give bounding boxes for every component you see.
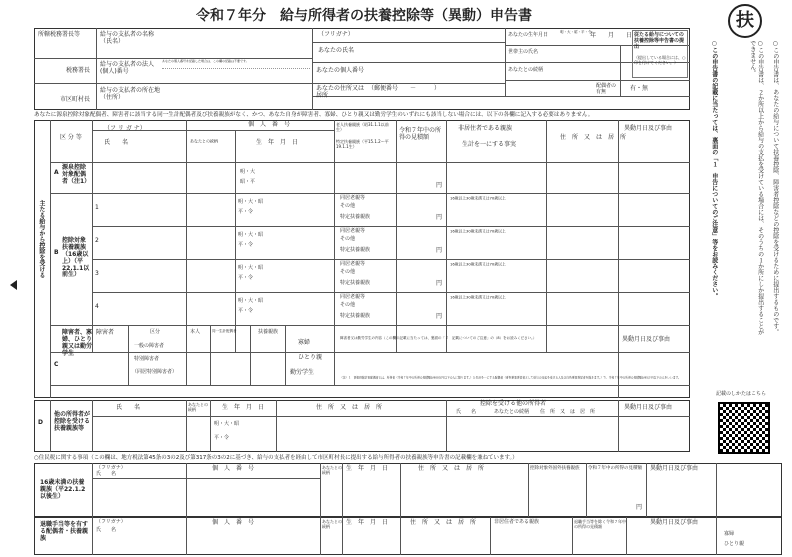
disabled-h2: 本人 (190, 329, 201, 335)
d-col-other-name: 氏 名 (456, 409, 477, 415)
e-col-name: 氏 名 (96, 471, 117, 477)
furigana-label: （フリガナ） (318, 31, 354, 38)
d-col-address: 住 所 又 は 居 所 (316, 404, 383, 411)
person-single-parent[interactable]: ひとり親 (298, 354, 323, 361)
birth-label: あなたの生年月日 (508, 32, 549, 38)
d-col-change: 異動月日及び事由 (624, 404, 673, 411)
e-col-mynumber: 個 人 番 号 (212, 465, 255, 472)
col-relation: あなたとの続柄 (190, 139, 219, 144)
section-b-row4-era1: 明・大・昭 (238, 298, 264, 304)
section-c-letter: C (54, 361, 59, 368)
side-vertical-label: 主たる給与から控除を受ける (37, 200, 45, 278)
f-col-change: 異動月日及び事由 (650, 519, 699, 526)
f-col-birth: 生 年 月 日 (346, 519, 389, 526)
side-notice-note: （提出している場合には、○印を付けてください。） (634, 55, 686, 65)
section-b-row2-opt3[interactable]: 特定扶養親族 (340, 247, 371, 253)
section-b-row2-era1: 明・大・昭 (238, 232, 264, 238)
f-opt-single[interactable]: ひとり親 (724, 541, 745, 547)
section-b-row1-opt3[interactable]: 特定扶養親族 (340, 214, 371, 220)
section-b-row1-era1: 明・大・昭 (238, 199, 264, 205)
d-col-name: 氏 名 (116, 404, 141, 411)
col-kubun: 区 分 等 (60, 134, 82, 141)
col-same-life: 生計を一にする事実 (462, 141, 517, 148)
section-b-row4-opt3[interactable]: 特定扶養親族 (340, 313, 371, 319)
section-b-row3-era2: 平・令 (238, 275, 254, 281)
my-number-label: あなたの個人番号 (316, 67, 365, 74)
left-arrow-icon (10, 280, 17, 290)
f-col-address: 住 所 又 は 居 所 (410, 519, 477, 526)
e-income-unit: 円 (636, 504, 643, 511)
section-a-income-unit: 円 (436, 182, 443, 189)
note-line: （注）１ 源泉控除対象配偶者とは、所得者（令和７年中の所得の見積額が900万円以下の人に限ります。）と生計を一にする配偶者（青色事業専従者として給与の支払を受ける人及び白色事業専従者を除きます。）で、令和７年中の所得の見積額が95万円以下の人をいいます。 (340, 376, 681, 380)
section-b-row4-opt1[interactable]: 同居老親等 (340, 294, 366, 300)
qr-code-icon[interactable] (718, 402, 770, 454)
section-b-row4-unit: 円 (436, 313, 443, 320)
section-c-label: 障害者、寡婦、ひとり親又は勤労学生 (62, 329, 93, 357)
section-b-row3-nonres[interactable]: 16歳以上30歳未満又は70歳以上 (450, 262, 506, 267)
section-b-row3-opt2[interactable]: その他 (340, 269, 356, 275)
e-col-relation: あなたとの続柄 (322, 465, 342, 475)
section-b-row3-num: 3 (95, 270, 99, 277)
section-a-era-2: 昭・平 (240, 179, 256, 185)
instruction-line: あなたに源泉控除対象配偶者、障害者に該当する同一生計配偶者及び扶養親族がなく、かつ、あなた自身が障害者、寡婦、ひとり親又は勤労学生のいずれにも該当しない場合には、以下の各欄に記入する必要はありません。 (34, 112, 594, 118)
d-col-birth: 生 年 月 日 (222, 404, 265, 411)
section-a-label: 源泉控除対象配偶者（注1） (62, 164, 91, 185)
disabled-r1[interactable]: 一般の障害者 (134, 343, 165, 349)
section-c-detail: 障害者又は勤労学生の内容（この欄の記載に当たっては、裏面の「２ 記載についてのご注意」の（8）をお読みください。） (340, 336, 537, 341)
right-note-1: ○この申告書は、あなたの給与について扶養控除、障害者控除などの控除を受けるために提出するものです。 (771, 40, 779, 335)
disabled-h3: 同一生計配偶者 (212, 329, 237, 334)
section-c-disabled[interactable]: 障害者 (96, 329, 115, 336)
spouse-label: 配偶者の有無 (596, 83, 617, 95)
disabled-h4: 扶養親族 (258, 329, 279, 335)
right-note-2: ○この申告書は、２か所以上から給与の支払を受けている場合には、そのうちの１か所にしか提出することができません。 (748, 40, 764, 335)
relation-field[interactable] (550, 64, 620, 79)
e-col-furigana: （フリガナ） (96, 465, 126, 471)
employer-name-label: 給与の支払者の名称（氏名） (100, 31, 155, 45)
f-col-mynumber: 個 人 番 号 (212, 519, 255, 526)
section-e-label: 16歳未満の扶養親族（平22.1.2以後生） (40, 479, 86, 500)
col-change: 異動月日及び事由 (624, 125, 673, 132)
section-a-name-field[interactable] (94, 164, 184, 192)
section-b-row3-unit: 円 (436, 280, 443, 287)
section-a-letter: A (54, 169, 59, 176)
employer-number-note: あなたの個人番号を記載した場合は、この欄の記載は不要です。 (162, 59, 249, 63)
f-col-relation: あなたとの続柄 (322, 519, 342, 529)
tax-office-chief: 税務署長 (66, 67, 91, 74)
badge-text: 扶 (736, 10, 754, 31)
section-c-change: 異動月日及び事由 (622, 336, 671, 343)
col-mynumber: 個 人 番 号 (248, 121, 291, 128)
col-elderly: 老人扶養親族（昭31.1.1以前生） (336, 122, 389, 132)
section-a-era-1: 明・大 (240, 169, 256, 175)
col-name: 氏 名 (104, 139, 129, 146)
section-b-row4-era2: 平・令 (238, 308, 254, 314)
section-b-row4-opt2[interactable]: その他 (340, 302, 356, 308)
d-col-other: 控除を受ける他の所得者 (480, 400, 547, 407)
resident-tax-line: ○住民税に関する事項（この欄は、地方税法第45条の3の2及び第317条の3の2に基づき、給与の支払者を経由して市区町村長に提出する給与所得者の扶養親族等申告書の記載欄を兼ねています。） (34, 455, 518, 461)
relation-label: あなたとの続柄 (508, 67, 544, 73)
d-era-1: 明・大・昭 (214, 421, 240, 427)
e-col-address: 住 所 又 は 居 所 (418, 465, 485, 472)
spouse-value[interactable]: 有・無 (630, 85, 649, 92)
e-col-birth: 生 年 月 日 (346, 465, 389, 472)
section-b-row1-opt1[interactable]: 同居老親等 (340, 195, 366, 201)
col-birth: 生 年 月 日 (256, 139, 299, 146)
section-b-row4-nonres[interactable]: 16歳以上30歳未満又は70歳以上 (450, 295, 506, 300)
person-widow[interactable]: 寡婦 (298, 339, 311, 346)
f-col-name: 氏 名 (96, 527, 117, 533)
section-b-row2-num: 2 (95, 237, 99, 244)
my-name-label: あなたの氏名 (318, 47, 355, 54)
section-b-row3-era1: 明・大・昭 (238, 265, 264, 271)
section-b-row2-era2: 平・令 (238, 242, 254, 248)
d-col-other-address: 住 所 又 は 居 所 (540, 409, 596, 415)
my-address-label: あなたの住所又は居所 (316, 85, 365, 99)
section-b-row1-nonres[interactable]: 16歳以上30歳未満又は70歳以上 (450, 196, 506, 201)
form-title: 令和７年分 給与所得者の扶養控除等（異動）申告書 (196, 8, 532, 24)
section-b-row2-opt1[interactable]: 同居老親等 (340, 228, 366, 234)
f-col-nonres: 非居住者である親族 (494, 519, 540, 525)
col-nonresident: 非居住者である親族 (458, 125, 513, 132)
side-notice-title: 従たる給与についての扶養控除等申告書の提出 (634, 32, 685, 50)
employer-address-label: 給与の支払者の所在地（住所） (100, 87, 161, 101)
section-b-row4-num: 4 (95, 303, 99, 310)
section-b-row1-unit: 円 (436, 214, 443, 221)
disabled-r2[interactable]: 特別障害者 (134, 356, 160, 362)
birth-ymd[interactable]: 年 月 日 (590, 32, 633, 39)
employer-number-label: 給与の支払者の法人(個人)番号 (100, 61, 155, 75)
section-b-letter: B (54, 249, 59, 256)
disabled-h1: 区分 (150, 329, 161, 335)
employer-address-field[interactable] (162, 86, 310, 108)
tax-office-head: 所轄税務署長等 (38, 31, 81, 38)
col-furigana: （フ リ ガ ナ） (104, 125, 146, 132)
my-number-field[interactable] (370, 64, 502, 81)
my-address-field[interactable] (368, 96, 502, 108)
qr-label: 記載のしかたはこちら (716, 391, 767, 397)
d-col-relation: あなたとの続柄 (188, 402, 208, 412)
household-head-field[interactable] (550, 46, 620, 61)
birth-era: 明・大・昭・平・令 (560, 30, 592, 35)
my-name-field[interactable] (360, 44, 502, 61)
section-d-label: 他の所得者が控除を受ける扶養親族等 (54, 411, 91, 432)
section-d-letter: D (38, 419, 43, 426)
d-col-other-relation: あなたとの続柄 (494, 409, 530, 415)
city-head: 市区町村長 (60, 96, 91, 103)
section-b-row1-opt2[interactable]: その他 (340, 203, 356, 209)
f-col-furigana: （フリガナ） (96, 519, 126, 525)
section-b-row1-era2: 平・令 (238, 209, 254, 215)
section-b-row3-opt3[interactable]: 特定扶養親族 (340, 280, 371, 286)
section-b-row2-nonres[interactable]: 16歳以上30歳未満又は70歳以上 (450, 229, 506, 234)
household-head-label: 世帯主の氏名 (508, 49, 539, 55)
employer-name-field[interactable] (162, 30, 310, 56)
form-badge (728, 4, 762, 38)
e-col-change: 異動月日及び事由 (650, 465, 699, 472)
disabled-r3[interactable]: （同居特別障害者） (132, 369, 178, 375)
postal-label: （郵便番号 － ） (368, 85, 441, 92)
e-col-income: 令和７年中の所得の見積額 (588, 466, 642, 471)
employer-number-field[interactable] (162, 68, 310, 82)
section-b-row1-num: 1 (95, 204, 99, 211)
col-specific: 特定扶養親族（平15.1.2～平19.1.1生） (336, 139, 389, 149)
right-note-3: ○この申告書の記載に当たっては、裏面の「１ 申告についてのご注意」等をお読みください。 (710, 40, 718, 299)
f-opt-widow[interactable]: 寡婦 (724, 531, 735, 537)
person-student[interactable]: 勤労学生 (290, 369, 315, 376)
section-b-row2-opt2[interactable]: その他 (340, 236, 356, 242)
d-era-2: 平・令 (214, 435, 230, 441)
section-b-row3-opt1[interactable]: 同居老親等 (340, 261, 366, 267)
f-col-income: 退職手当等を除く令和７年中の所得の見積額 (574, 519, 626, 529)
e-col-oversea: 控除対象外国外扶養親族 (530, 466, 580, 471)
col-address: 住 所 又 は 居 所 (560, 134, 627, 141)
section-f-label: 退職手当等を有する配偶者・扶養親族 (40, 521, 89, 542)
section-b-row2-unit: 円 (436, 247, 443, 254)
section-b-label: 控除対象扶養親族（16歳以上）（平22.1.1以前生） (62, 237, 90, 279)
col-income: 令和７年中の所得の見積額 (399, 127, 442, 141)
